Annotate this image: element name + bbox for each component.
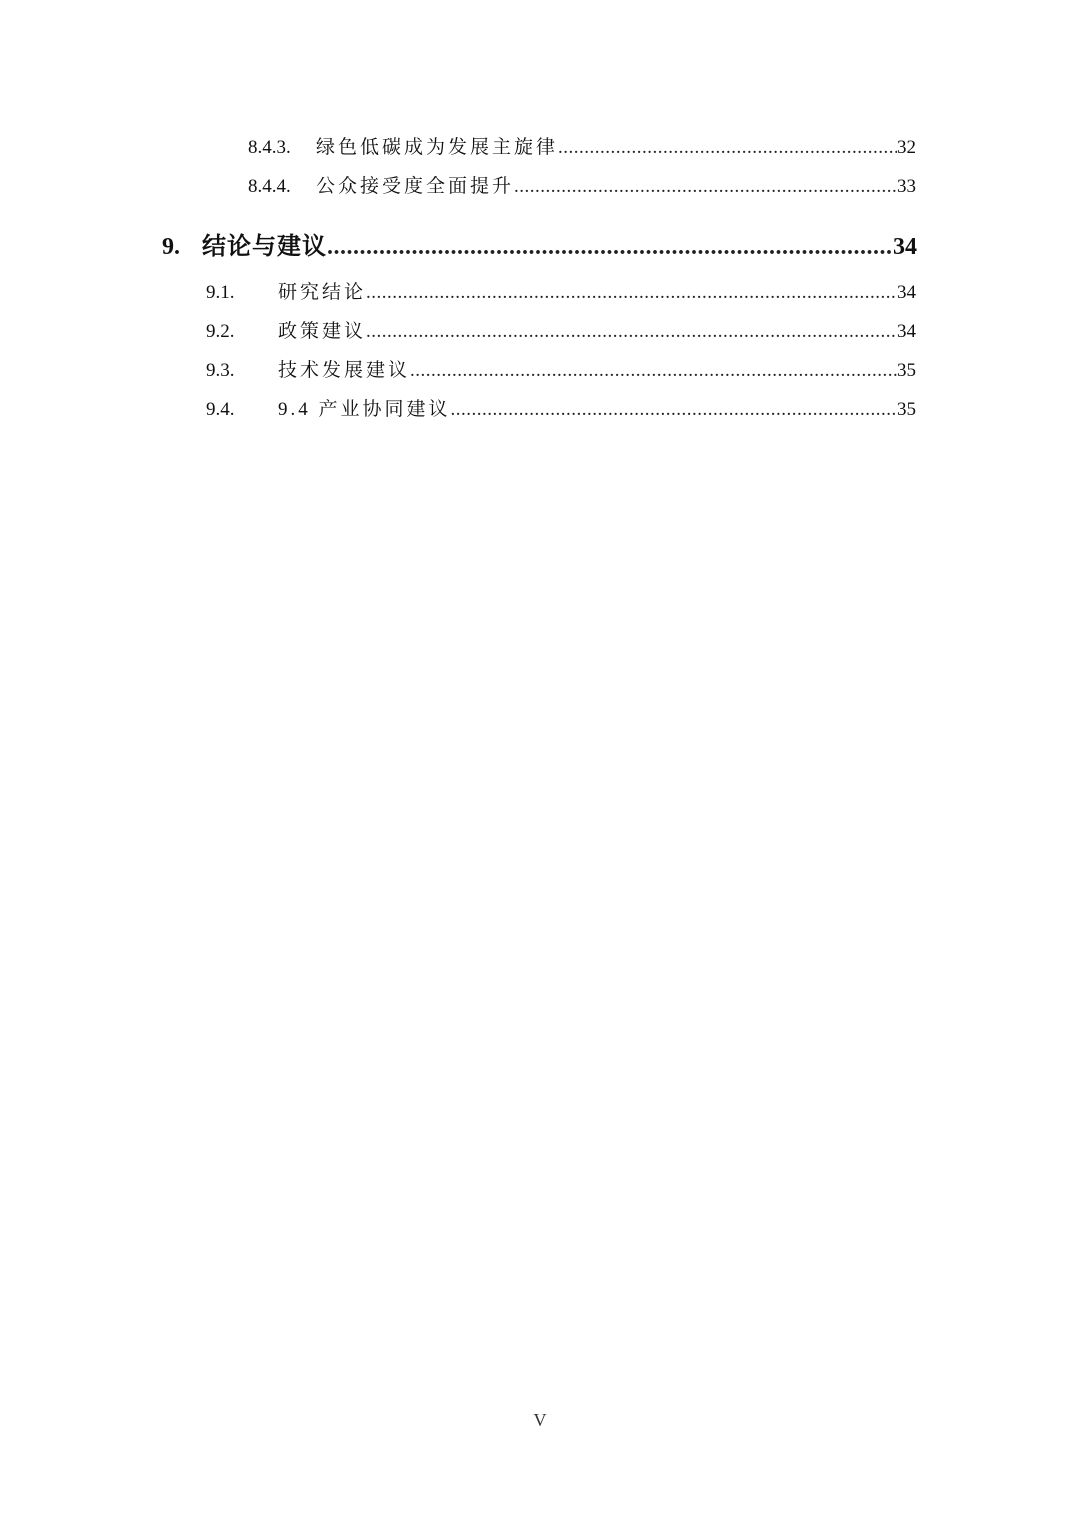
toc-entry-title: 9.4 产业协同建议 [278, 399, 451, 420]
toc-dot-leader [558, 137, 897, 159]
toc-entry-9-4[interactable] [206, 394, 916, 421]
toc-entry-number: 8.4.4. [248, 176, 291, 197]
toc-entry-8-4-3[interactable] [248, 132, 916, 159]
toc-entry-page: 33 [897, 176, 916, 197]
toc-dot-leader [514, 176, 897, 198]
page-number: V [533, 1410, 547, 1430]
toc-dot-leader [366, 282, 897, 304]
toc-entry-number: 8.4.3. [248, 137, 291, 158]
toc-entry-title: 公众接受度全面提升 [316, 176, 515, 197]
toc-dot-leader [410, 360, 897, 382]
toc-entry-title: 结论与建议 [202, 234, 327, 260]
toc-entry-title: 绿色低碳成为发展主旋律 [316, 137, 559, 158]
toc-entry-9-1[interactable] [206, 277, 916, 304]
toc-dot-leader [451, 399, 897, 421]
toc-entry-8-4-4[interactable] [248, 171, 916, 198]
toc-entry-page: 35 [897, 399, 916, 420]
toc-entry-number: 9.1. [206, 282, 235, 303]
toc-entry-number: 9.2. [206, 321, 235, 342]
toc-entry-number: 9. [162, 234, 180, 260]
toc-dot-leader [327, 234, 893, 261]
toc-entry-page: 32 [897, 137, 916, 158]
toc-entry-number: 9.3. [206, 360, 235, 381]
toc-entry-page: 34 [897, 321, 916, 342]
toc-entry-number: 9.4. [206, 399, 235, 420]
toc-entry-9[interactable] [162, 226, 917, 261]
toc-entry-page: 34 [897, 282, 916, 303]
toc-entry-title: 政策建议 [278, 321, 367, 342]
toc-entry-9-3[interactable] [206, 355, 916, 382]
toc-entry-title: 研究结论 [278, 282, 367, 303]
toc-entry-page: 35 [897, 360, 916, 381]
toc-entry-9-2[interactable] [206, 316, 916, 343]
toc-entry-page: 34 [893, 234, 917, 260]
toc-dot-leader [366, 321, 897, 343]
toc-entry-title: 技术发展建议 [278, 360, 411, 381]
